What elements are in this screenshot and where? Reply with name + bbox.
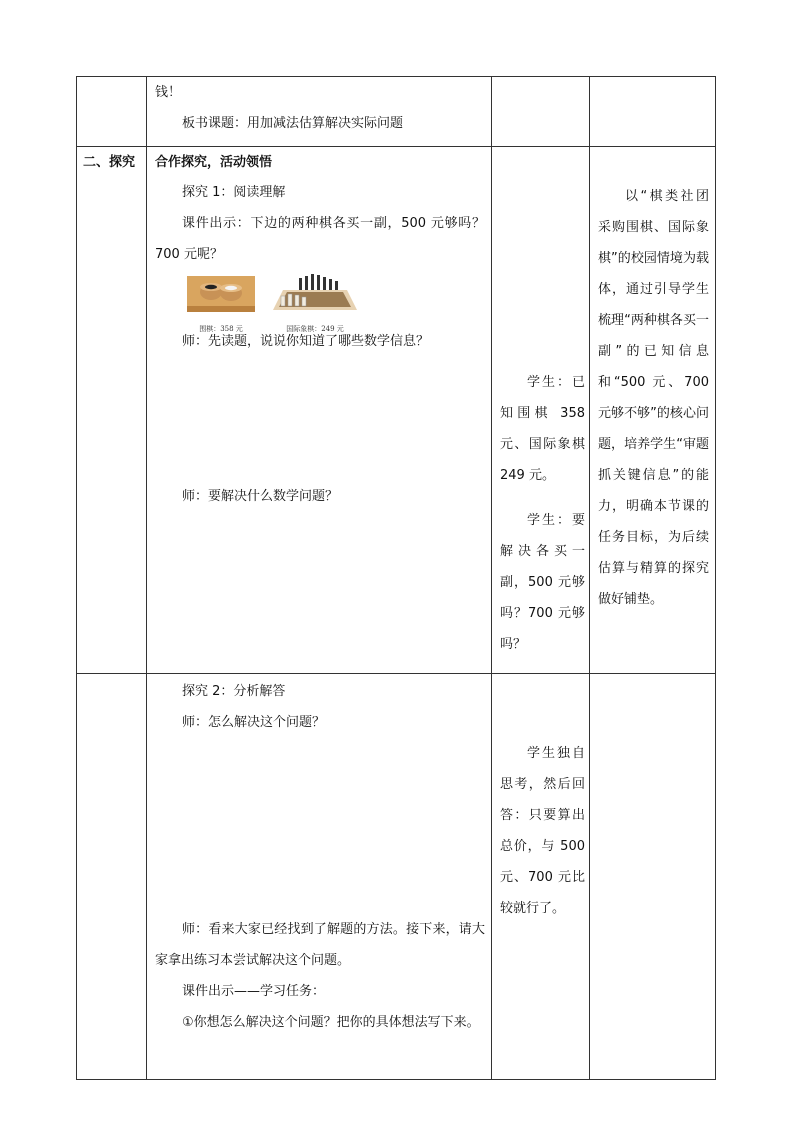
- table-row: [77, 77, 716, 147]
- chess-caption: 国际象棋：249 元: [286, 325, 344, 333]
- stage-label: 二、探究: [83, 155, 136, 170]
- process-cell: [147, 674, 492, 1080]
- chess-images: [183, 270, 491, 333]
- explore2-title: 探究 2：分析解答: [182, 684, 286, 699]
- go-caption: 围棋：358 元: [199, 325, 243, 333]
- go-board-image: [187, 270, 255, 312]
- chess-figure: [273, 270, 357, 334]
- stage-cell: [77, 674, 147, 1080]
- teacher-question-1: 师：先读题，说说你知道了哪些数学信息？: [182, 334, 430, 349]
- lesson-plan-table: [76, 76, 716, 1080]
- table-row: [77, 674, 716, 1080]
- go-figure: [187, 270, 255, 334]
- student-cell: [492, 77, 590, 147]
- student-cell: [492, 674, 590, 1080]
- process-cell: [147, 147, 492, 674]
- explore1-title: 探究 1：阅读理解: [182, 185, 286, 200]
- continued-text: 钱！: [155, 85, 182, 100]
- task-1: ①你想怎么解决这个问题？把你的具体想法写下来。: [182, 1015, 480, 1030]
- section-heading: 合作探究，活动领悟: [155, 155, 273, 170]
- design-purpose: 以“棋类社团采购围棋、国际象棋”的校园情境为载体，通过引导学生梳理“两种棋各买一副”的已知信息和“500 元、700 元够不够”的核心问题，培养学生“审题抓关键信息”的能力，明确本节课的任务目标，为后续估算与精算的探究做好铺垫。: [598, 189, 709, 607]
- student-cell: [492, 147, 590, 674]
- board-title-text: 板书课题：用加减法估算解决实际问题: [182, 116, 404, 131]
- student-answer-3: 学生独自思考，然后回答：只要算出总价，与 500 元、700 元比较就行了。: [500, 746, 585, 916]
- stage-cell: [77, 147, 147, 674]
- stage-cell: [77, 77, 147, 147]
- purpose-cell: [590, 674, 716, 1080]
- teacher-instruction: 师：看来大家已经找到了解题的方法。接下来，请大家拿出练习本尝试解决这个问题。: [155, 922, 485, 968]
- chess-board-image: [273, 270, 357, 312]
- purpose-cell: [590, 77, 716, 147]
- teacher-question-2: 师：要解决什么数学问题？: [182, 489, 339, 504]
- explore1-task: 课件出示：下边的两种棋各买一副，500 元够吗？700 元呢？: [155, 216, 485, 262]
- student-answer-2: 学生：要解决各买一副，500 元够吗？700 元够吗？: [500, 513, 585, 652]
- teacher-question-3: 师：怎么解决这个问题？: [182, 715, 326, 730]
- purpose-cell: [590, 147, 716, 674]
- task-title: 课件出示——学习任务：: [182, 984, 326, 999]
- table-row: [77, 147, 716, 674]
- process-cell: [147, 77, 492, 147]
- student-answer-1: 学生：已知围棋 358 元、国际象棋 249 元。: [500, 375, 585, 483]
